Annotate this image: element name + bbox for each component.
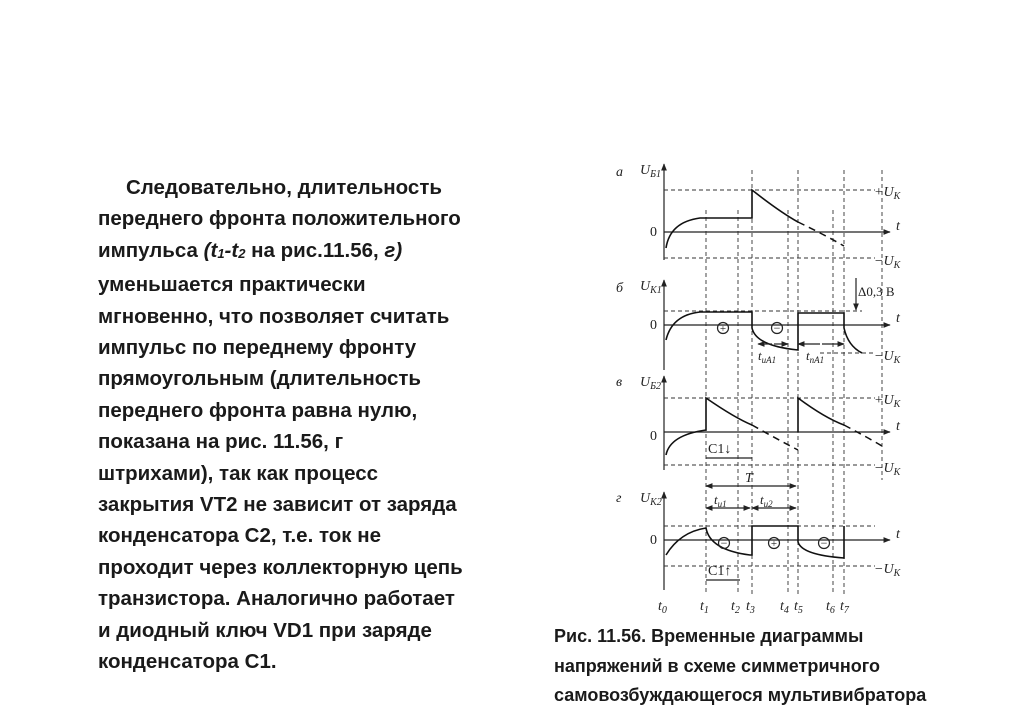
body-line-9: показана на рис. 11.56, г: [98, 430, 344, 454]
body-line-10: штрихами), так как процесс: [98, 461, 379, 485]
y-label-v: $U_{Б2}$: [640, 375, 662, 392]
zero-label-v: 0: [650, 429, 657, 444]
body-line-3-d: на рис.11.56,: [245, 238, 385, 262]
c1-discharge-label: C1↓: [708, 442, 732, 457]
zero-label-b: 0: [650, 318, 657, 333]
minus-symbol-g2: −: [820, 536, 828, 550]
time-labels: [658, 599, 850, 616]
minus-uk-label-b: $-U_К$: [874, 349, 901, 366]
panel-letter-v: в: [616, 375, 623, 390]
panel-letter-b: б: [616, 281, 624, 296]
c1-charge-label: C1↑: [708, 564, 732, 579]
y-label-b: $U_{К1}$: [640, 279, 662, 296]
body-line-7: прямоугольным (длительность: [98, 367, 422, 391]
t-sub-2: 2: [238, 245, 246, 261]
body-line-12: конденсатора С2, т.е. ток не: [98, 524, 382, 548]
panel-g: [616, 491, 902, 590]
time-label-t2: $t_2$: [731, 599, 740, 616]
panel-b: [616, 278, 902, 370]
body-line-13: проходит через коллекторную цепь: [98, 555, 463, 579]
signal-ub2-1-dashed: [752, 425, 798, 450]
minus-symbol-g1: −: [720, 536, 728, 550]
body-line-14: транзистора. Аналогично работает: [98, 587, 455, 611]
minus-symbol-b: −: [773, 321, 781, 335]
figure-caption: [554, 622, 1014, 711]
plus-uk-label-a: $+U_К$: [874, 185, 901, 202]
delta-label: Δ0,3 В: [858, 284, 895, 299]
t-label-g: t: [896, 527, 900, 542]
body-line-3: [98, 235, 528, 269]
t-ia1-label: $t_{иА1}$: [758, 348, 777, 365]
time-label-t5: $t_5$: [794, 599, 803, 616]
t-pa1-label: $t_{пА1}$: [806, 348, 825, 365]
panel-letter-a: а: [616, 165, 623, 180]
plus-symbol-g: +: [770, 538, 778, 550]
body-line-5: мгновенно, что позволяет считать: [98, 304, 450, 328]
body-line-15: и диодный ключ VD1 при заряде: [98, 618, 432, 642]
body-line-4: уменьшается практически: [98, 273, 366, 297]
signal-ub2-2-dashed: [844, 425, 882, 446]
time-label-t1: $t_1$: [700, 599, 709, 616]
time-label-t3: $t_3$: [746, 599, 755, 616]
time-label-t4: $t_4$: [780, 599, 789, 616]
panel-v: [616, 375, 902, 478]
t-label-a: t: [896, 219, 900, 234]
plus-symbol-b: +: [719, 323, 727, 335]
time-label-t7: $t_7$: [840, 599, 849, 616]
body-line-8: переднего фронта равна нулю,: [98, 398, 418, 422]
signal-ub1: [666, 190, 798, 248]
signal-uk2: [666, 526, 844, 558]
minus-uk-label-g: $-U_К$: [874, 562, 901, 579]
t-label-b: t: [896, 311, 900, 326]
minus-uk-label-a: $-U_К$: [874, 254, 901, 271]
body-line-3-a: импульса: [98, 238, 204, 262]
time-label-t6: $t_6$: [826, 599, 835, 616]
body-line-16: конденсатора С1.: [98, 650, 277, 674]
t-sub-1: 1: [217, 245, 225, 261]
minus-uk-label-v: $-U_К$: [874, 461, 901, 478]
zero-label-a: 0: [650, 225, 657, 240]
caption-line-3: самовозбуждающегося мультивибратора: [554, 685, 927, 705]
time-label-t0: $t_0$: [658, 599, 667, 616]
panel-letter-g: г: [616, 491, 622, 506]
body-line-2: переднего фронта положительного: [98, 207, 461, 231]
t-symbol-1: (t: [203, 238, 218, 262]
plus-uk-label-v: $+U_К$: [874, 393, 901, 410]
period-label: T: [745, 471, 753, 486]
caption-line-1: Рис. 11.56. Временные диаграммы: [554, 626, 864, 646]
body-line-11: закрытия VT2 не зависит от заряда: [98, 493, 457, 517]
y-label-g: $U_{К2}$: [640, 491, 662, 508]
panel-a: [616, 163, 902, 271]
t-label-v: t: [896, 419, 900, 434]
y-label-a: $U_{Б1}$: [640, 163, 662, 180]
body-line-6: импульс по переднему фронту: [98, 336, 417, 360]
body-line-1: Следовательно, длительность: [126, 176, 442, 199]
caption-line-2: напряжений в схеме симметричного: [554, 655, 880, 676]
time-gridlines: [706, 170, 882, 595]
zero-label-g: 0: [650, 533, 657, 548]
signal-ub1-dashed: [798, 222, 844, 246]
t-i1-label: $t_{и1}$: [714, 492, 727, 509]
t1-t2-ref: [204, 239, 246, 262]
timing-diagram: [600, 150, 920, 620]
body-line-3-e: г): [384, 238, 403, 262]
t-symbol-2: -t: [224, 238, 239, 262]
period-markers: [706, 471, 796, 509]
body-text: [98, 172, 528, 678]
signal-ub2-2: [798, 398, 844, 432]
t-i2-label: $t_{и2}$: [760, 492, 773, 509]
